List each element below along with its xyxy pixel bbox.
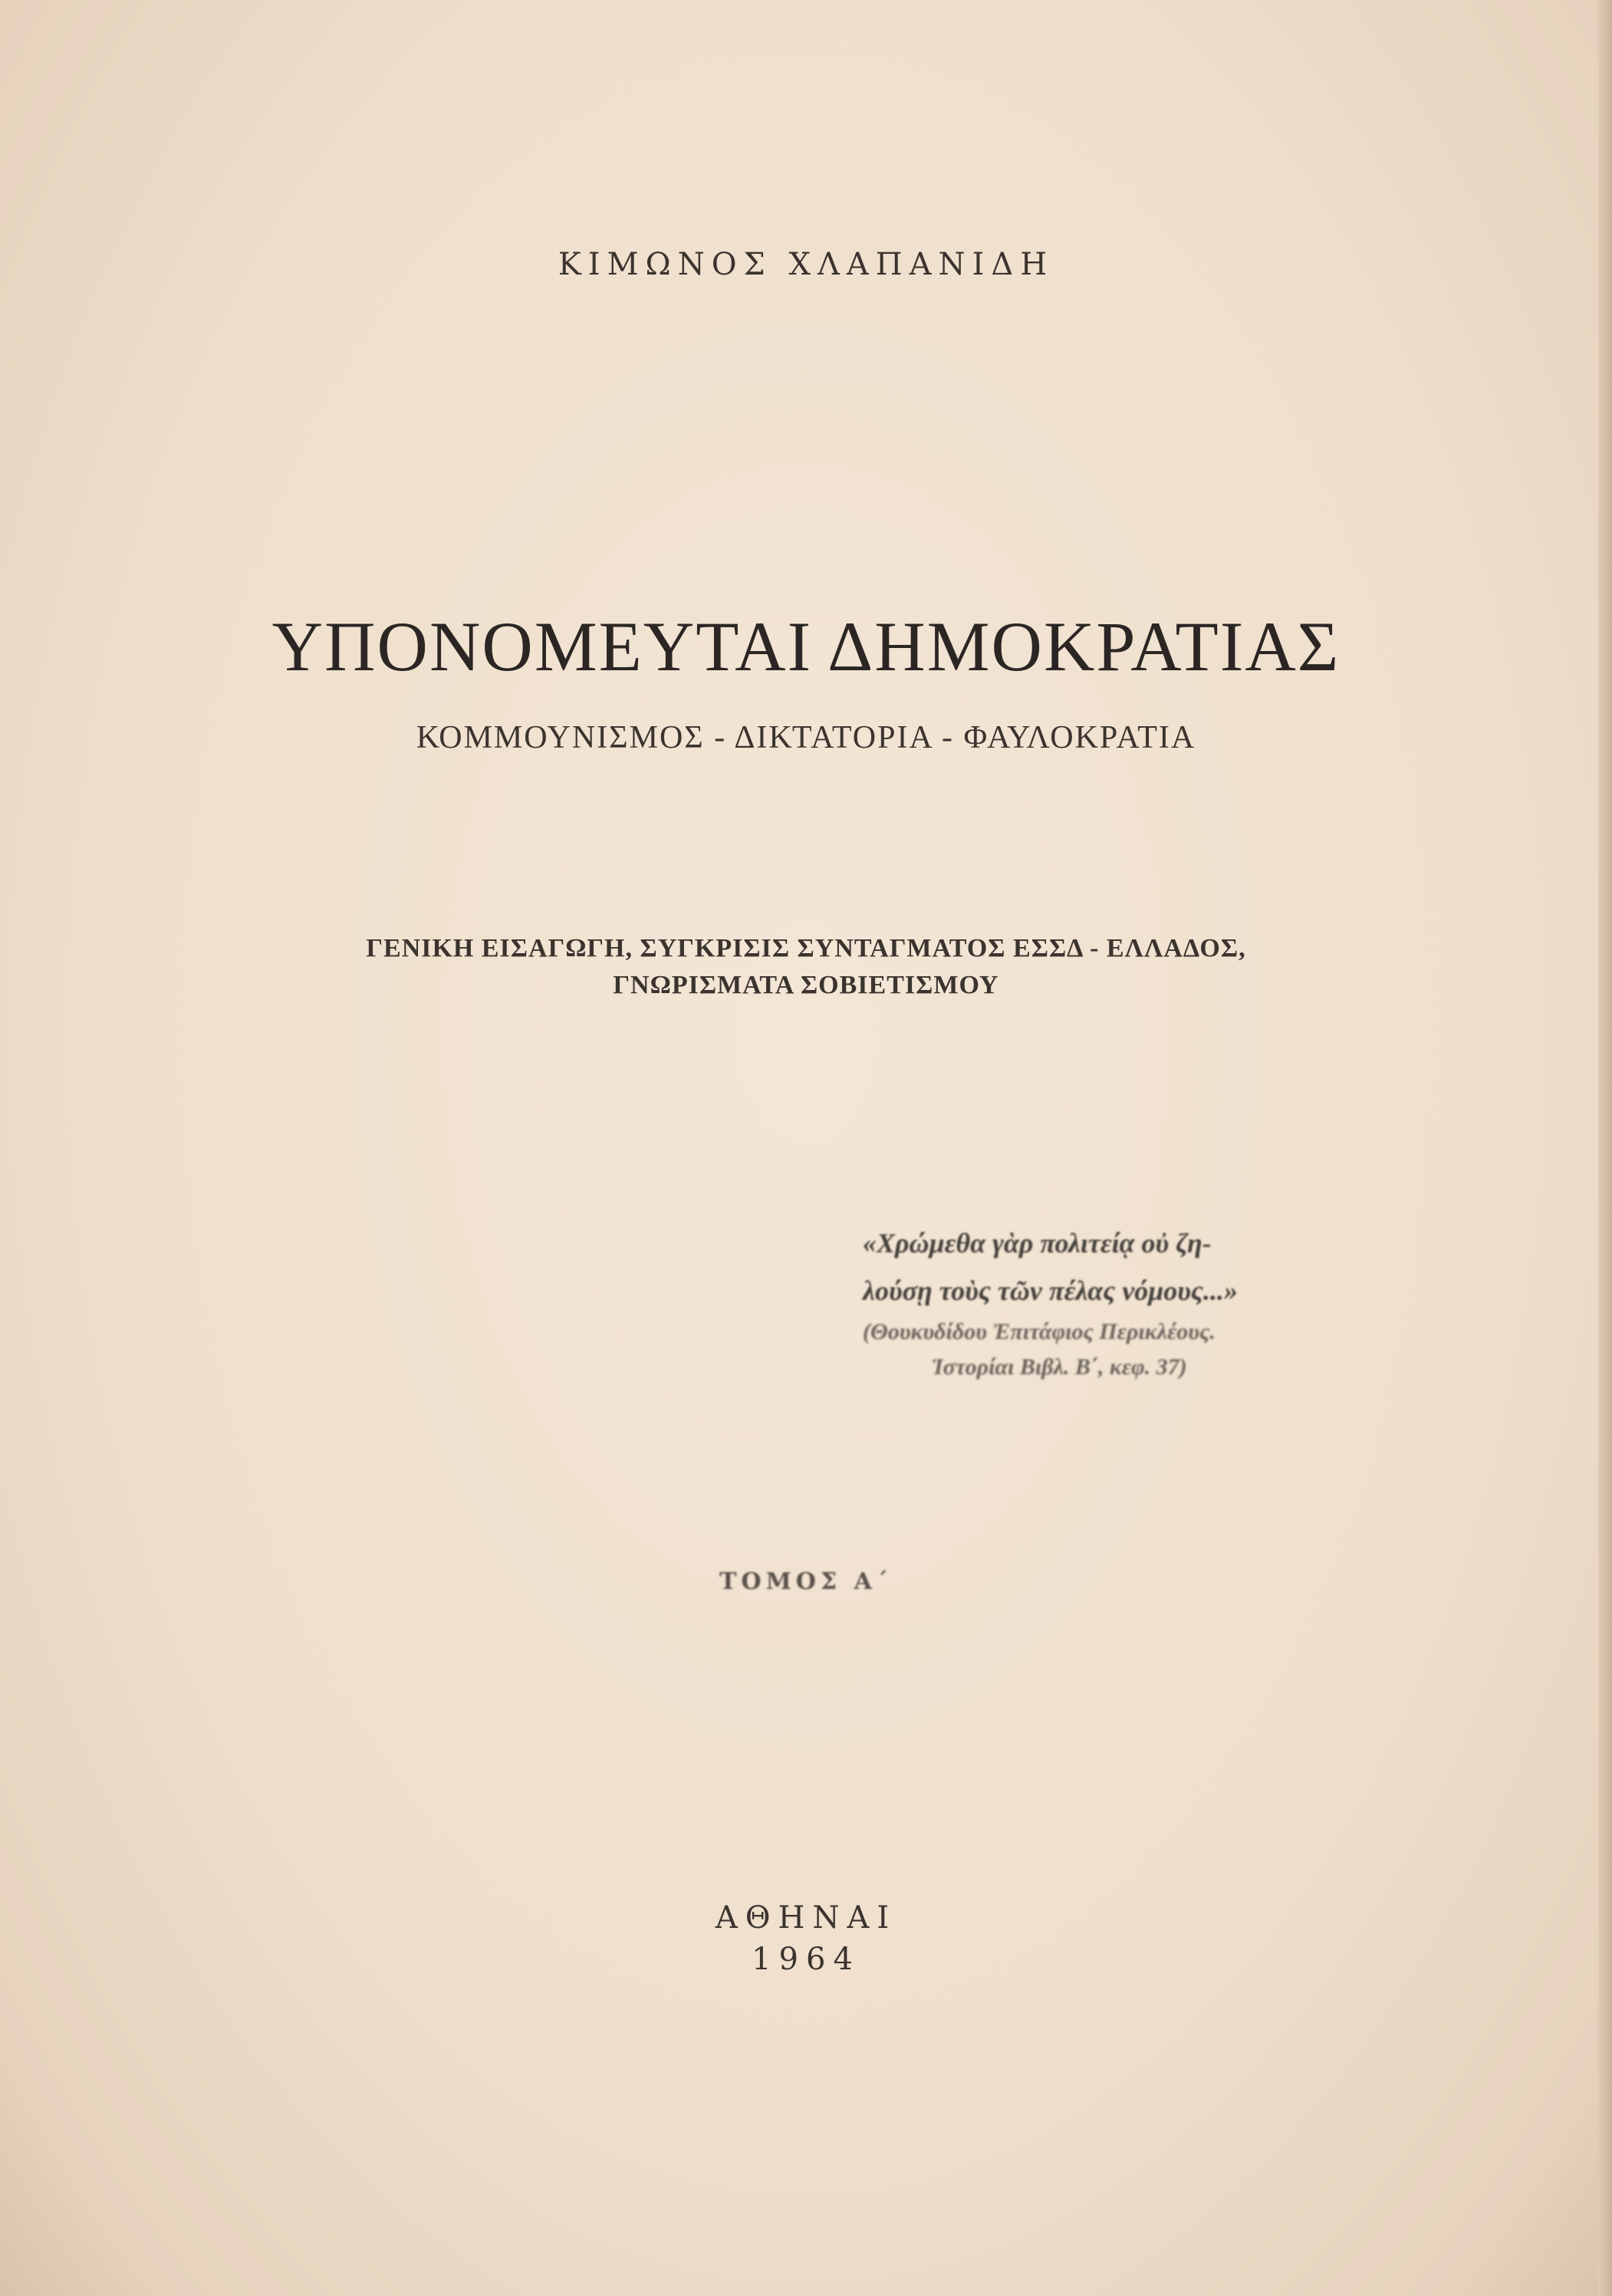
author-name: ΚΙΜΩΝΟΣ ΧΛΑΠΑΝΙΔΗ: [558, 247, 1054, 282]
publication-city: ΑΘΗΝΑΙ: [715, 1900, 897, 1936]
book-title: ΥΠΟΝΟΜΕΥΤΑΙ ΔΗΜΟΚΡΑΤΙΑΣ: [271, 607, 1341, 686]
epigraph-line-2: λούσῃ τοὺς τῶν πέλας νόμους...»: [863, 1275, 1238, 1306]
volume-label: ΤΟΜΟΣ Α΄: [719, 1568, 893, 1595]
epigraph-source-2: Ἱστορίαι Βιβλ. Β΄, κεφ. 37): [932, 1354, 1187, 1380]
epigraph: [863, 1219, 1599, 1385]
description-line-1: ΓΕΝΙΚΗ ΕΙΣΑΓΩΓΗ, ΣΥΓΚΡΙΣΙΣ ΣΥΝΤΑΓΜΑΤΟΣ ΕΣΣΔ - ΕΛΛΑΔΟΣ,: [366, 934, 1246, 962]
epigraph-source-1: (Θουκυδίδου Ἐπιτάφιος Περικλέους.: [863, 1319, 1216, 1344]
publication-year: 1964: [752, 1942, 860, 1977]
description-line-2: ΓΝΩΡΙΣΜΑΤΑ ΣΟΒΙΕΤΙΣΜΟΥ: [613, 971, 999, 999]
book-subtitle: ΚΟΜΜΟΥΝΙΣΜΟΣ - ΔΙΚΤΑΤΟΡΙΑ - ΦΑΥΛΟΚΡΑΤΙΑ: [416, 720, 1196, 755]
epigraph-line-1: «Χρώμεθα γὰρ πολιτείᾳ οὐ ζη-: [863, 1228, 1212, 1258]
